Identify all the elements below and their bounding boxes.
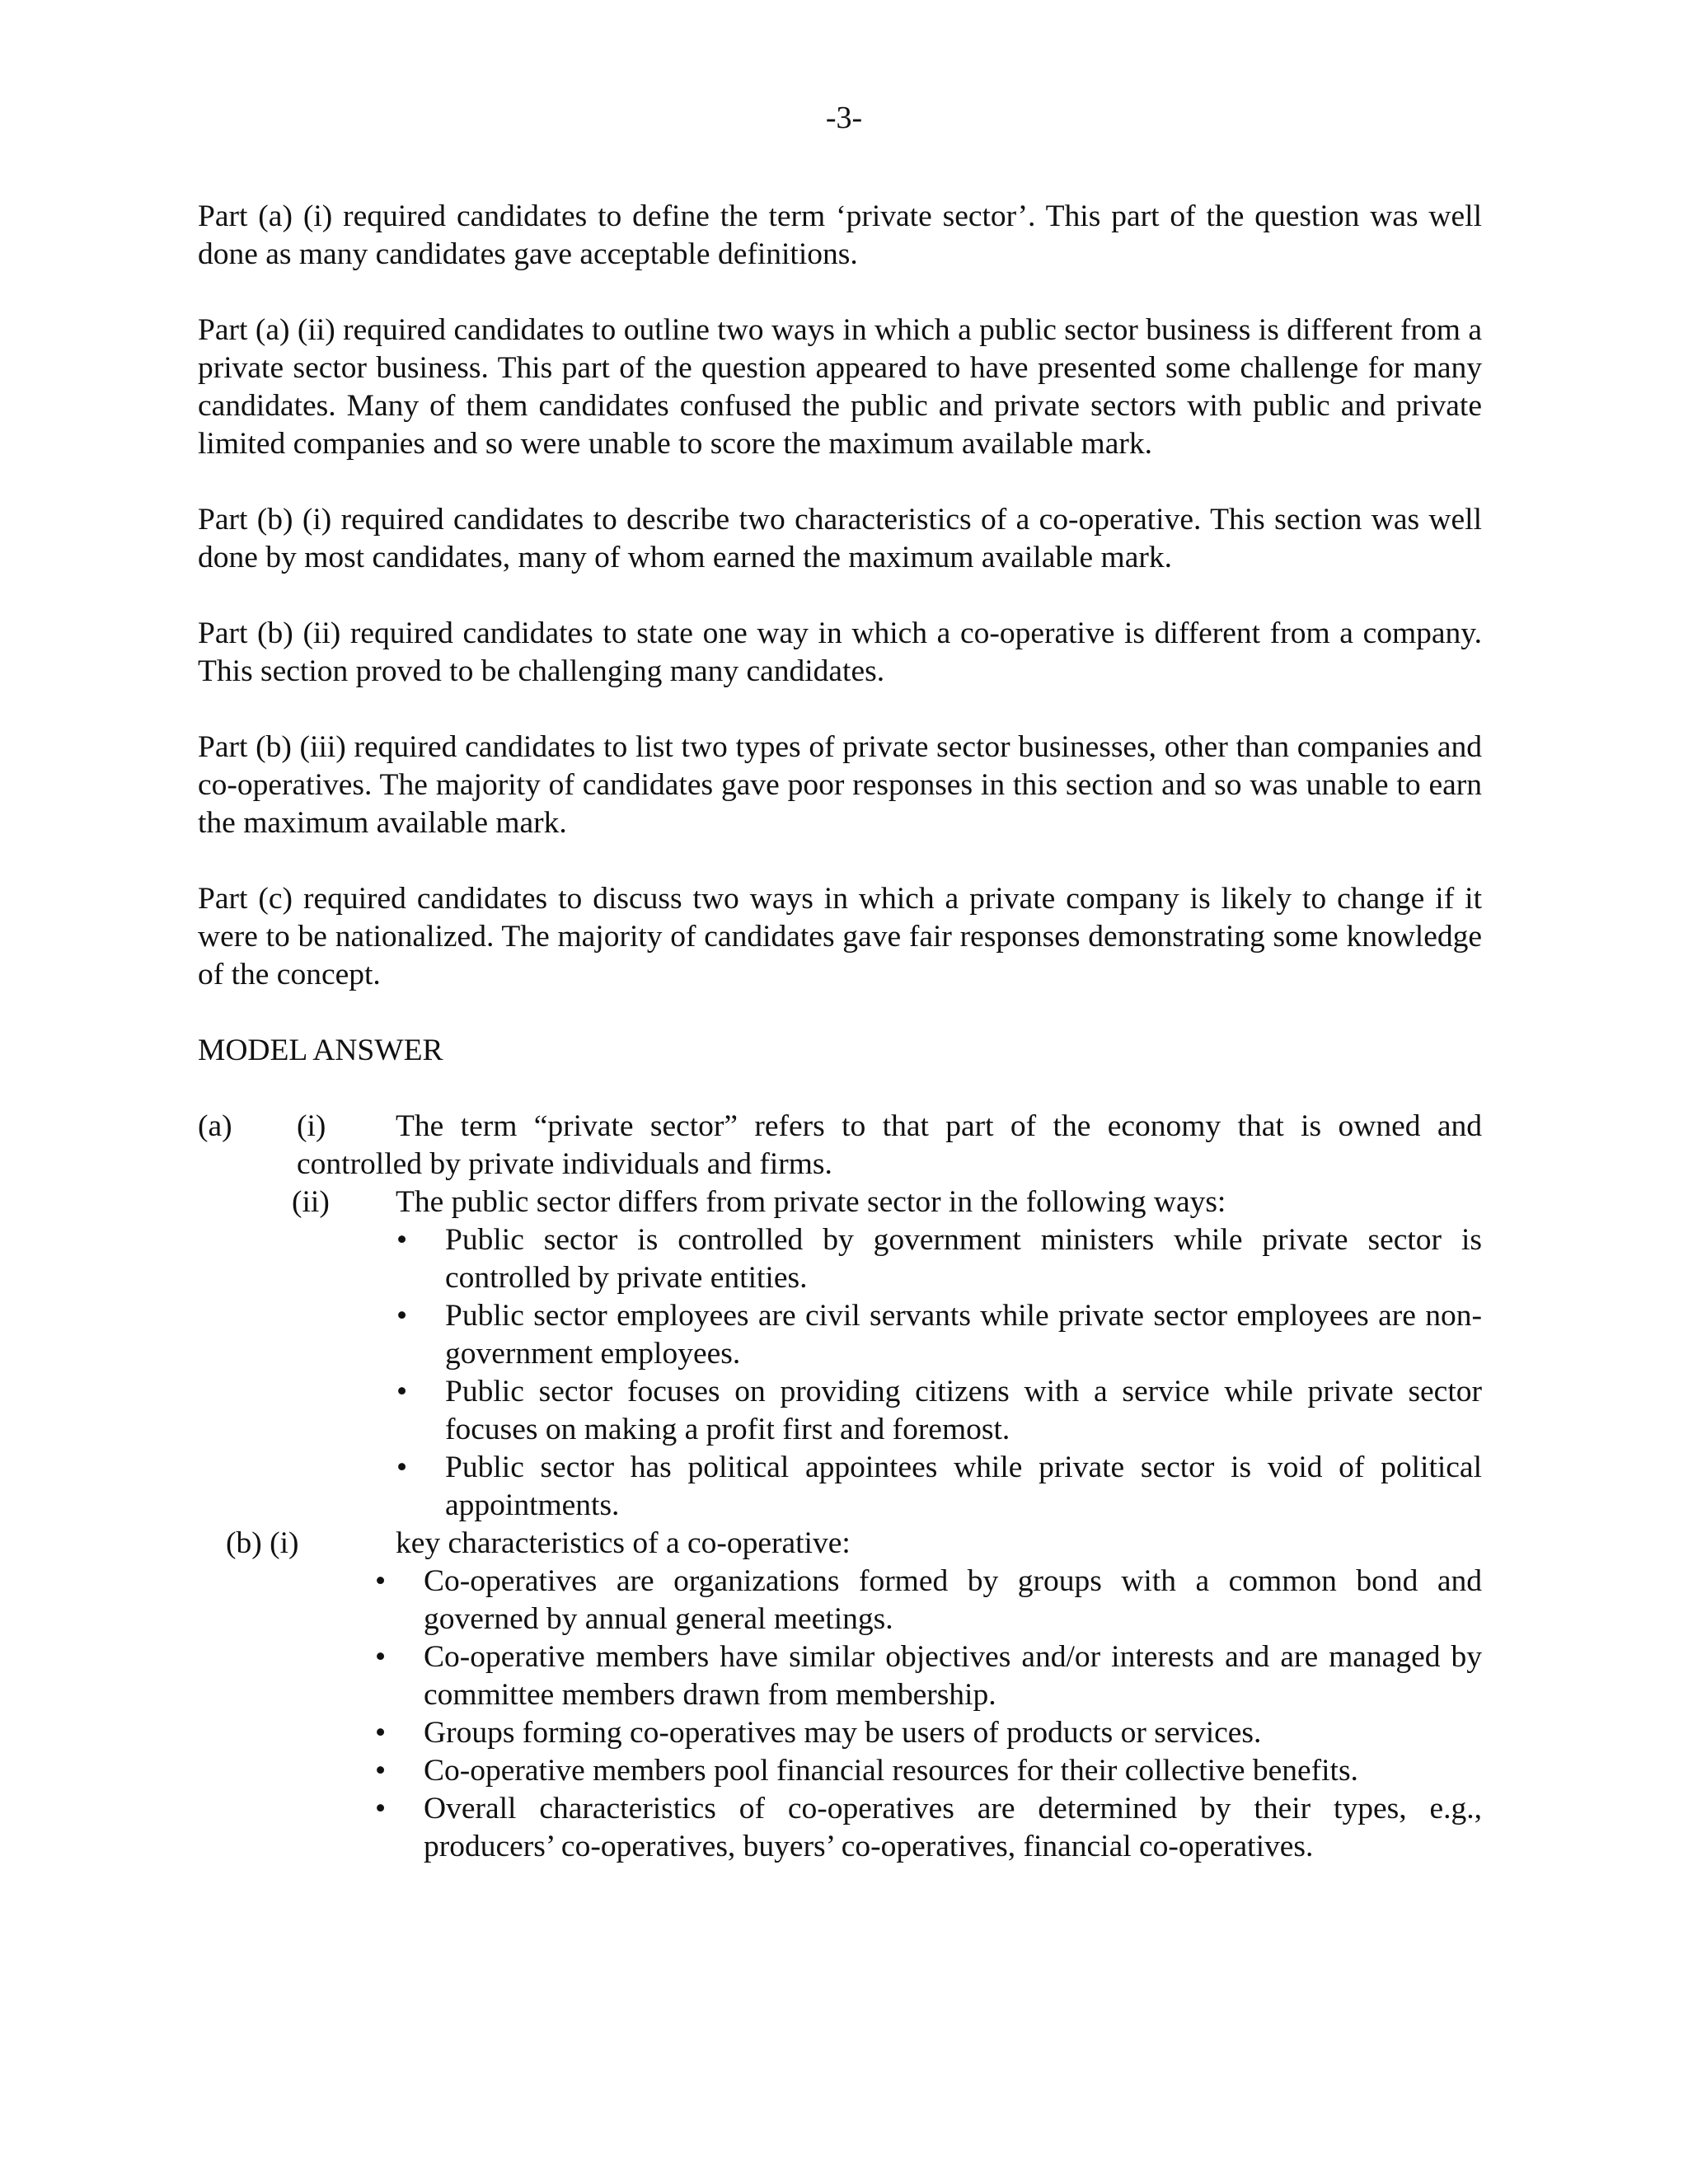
answer-a-ii-text: The public sector differs from private sector in the following ways: [396,1185,1226,1219]
bullet-icon: • [375,1564,387,1598]
bullet-icon: • [375,1716,387,1750]
list-item-text: Co-operative members have similar objectives and/or interests and are managed by committee members drawn from membership. [424,1640,1482,1712]
bullet-icon: • [375,1792,387,1825]
commentary-paragraph: Part (c) required candidates to discuss two ways in which a private company is likely to change if it were to be nationalized. The majority of candidates gave fair responses demonstrating some knowledge of the concept. [198,882,1482,991]
answer-a-i-text: The term “private sector” refers to that part of the economy that is owned and controlled by private individuals and firms. [297,1109,1482,1181]
list-item [198,1373,1482,1449]
commentary-paragraph: Part (a) (ii) required candidates to outline two ways in which a public sector business is different from a private sector business. This part of the question appeared to have presented some challenge for many candidates. Many of them candidates confused the public and private sectors with public and private limited companies and so were unable to score the maximum available mark. [198,313,1482,461]
commentary-paragraph: Part (b) (i) required candidates to describe two characteristics of a co-operative. This section was well done by most candidates, many of whom earned the maximum available mark. [198,503,1482,574]
list-item-text: Public sector has political appointees while private sector is void of political appointments. [445,1451,1482,1522]
commentary-paragraph: Part (b) (ii) required candidates to state one way in which a co-operative is different from a company. This section proved to be challenging many candidates. [198,616,1482,688]
bullet-icon: • [375,1754,387,1788]
list-item [198,1563,1482,1638]
list-item [198,1297,1482,1373]
list-item-text: Overall characteristics of co-operatives are determined by their types, e.g., producers’ co-operatives, buyers’ co-operatives, financial co-operatives. [424,1792,1482,1863]
list-item [198,1449,1482,1525]
bullet-icon: • [396,1451,408,1484]
page-number: -3- [825,101,863,135]
list-item [198,1752,1482,1790]
bullet-icon: • [375,1640,387,1674]
list-item [198,1221,1482,1297]
model-answer-heading: MODEL ANSWER [198,1033,443,1067]
answer-b-intro: key characteristics of a co-operative: [396,1526,851,1560]
bullet-icon: • [396,1299,408,1333]
answer-a-ii-label: (ii) [292,1185,330,1219]
list-item-text: Public sector employees are civil servants while private sector employees are non-government employees. [445,1299,1482,1371]
list-item [198,1638,1482,1714]
answer-b-label: (b) (i) [226,1526,299,1560]
answer-a-ii-item [198,1183,1482,1221]
list-item-text: Public sector focuses on providing citizens with a service while private sector focuses on making a profit first and foremost. [445,1375,1482,1446]
bullet-icon: • [396,1223,408,1257]
list-item-text: Public sector is controlled by government ministers while private sector is controlled by private entities. [445,1223,1482,1295]
list-item [198,1790,1482,1866]
answer-a-label: (a) [198,1109,232,1143]
bullet-icon: • [396,1375,408,1408]
page-content [198,198,1482,1866]
answer-a-section [198,1108,1482,1525]
commentary-paragraph: Part (b) (iii) required candidates to list two types of private sector businesses, other than companies and co-operatives. The majority of candidates gave poor responses in this section and so was unable to earn the maximum available mark. [198,730,1482,840]
list-item-text: Co-operative members pool financial resources for their collective benefits. [424,1754,1358,1788]
answer-a-i-label: (i) [297,1109,326,1143]
answer-b-section [198,1525,1482,1866]
commentary-paragraph: Part (a) (i) required candidates to define the term ‘private sector’. This part of the question was well done as many candidates gave acceptable definitions. [198,199,1482,271]
answer-b-i-item [198,1525,1482,1563]
list-item [198,1714,1482,1752]
answer-a-i-item [198,1108,1482,1183]
list-item-text: Groups forming co-operatives may be users of products or services. [424,1716,1262,1750]
list-item-text: Co-operatives are organizations formed by groups with a common bond and governed by annual general meetings. [424,1564,1482,1636]
